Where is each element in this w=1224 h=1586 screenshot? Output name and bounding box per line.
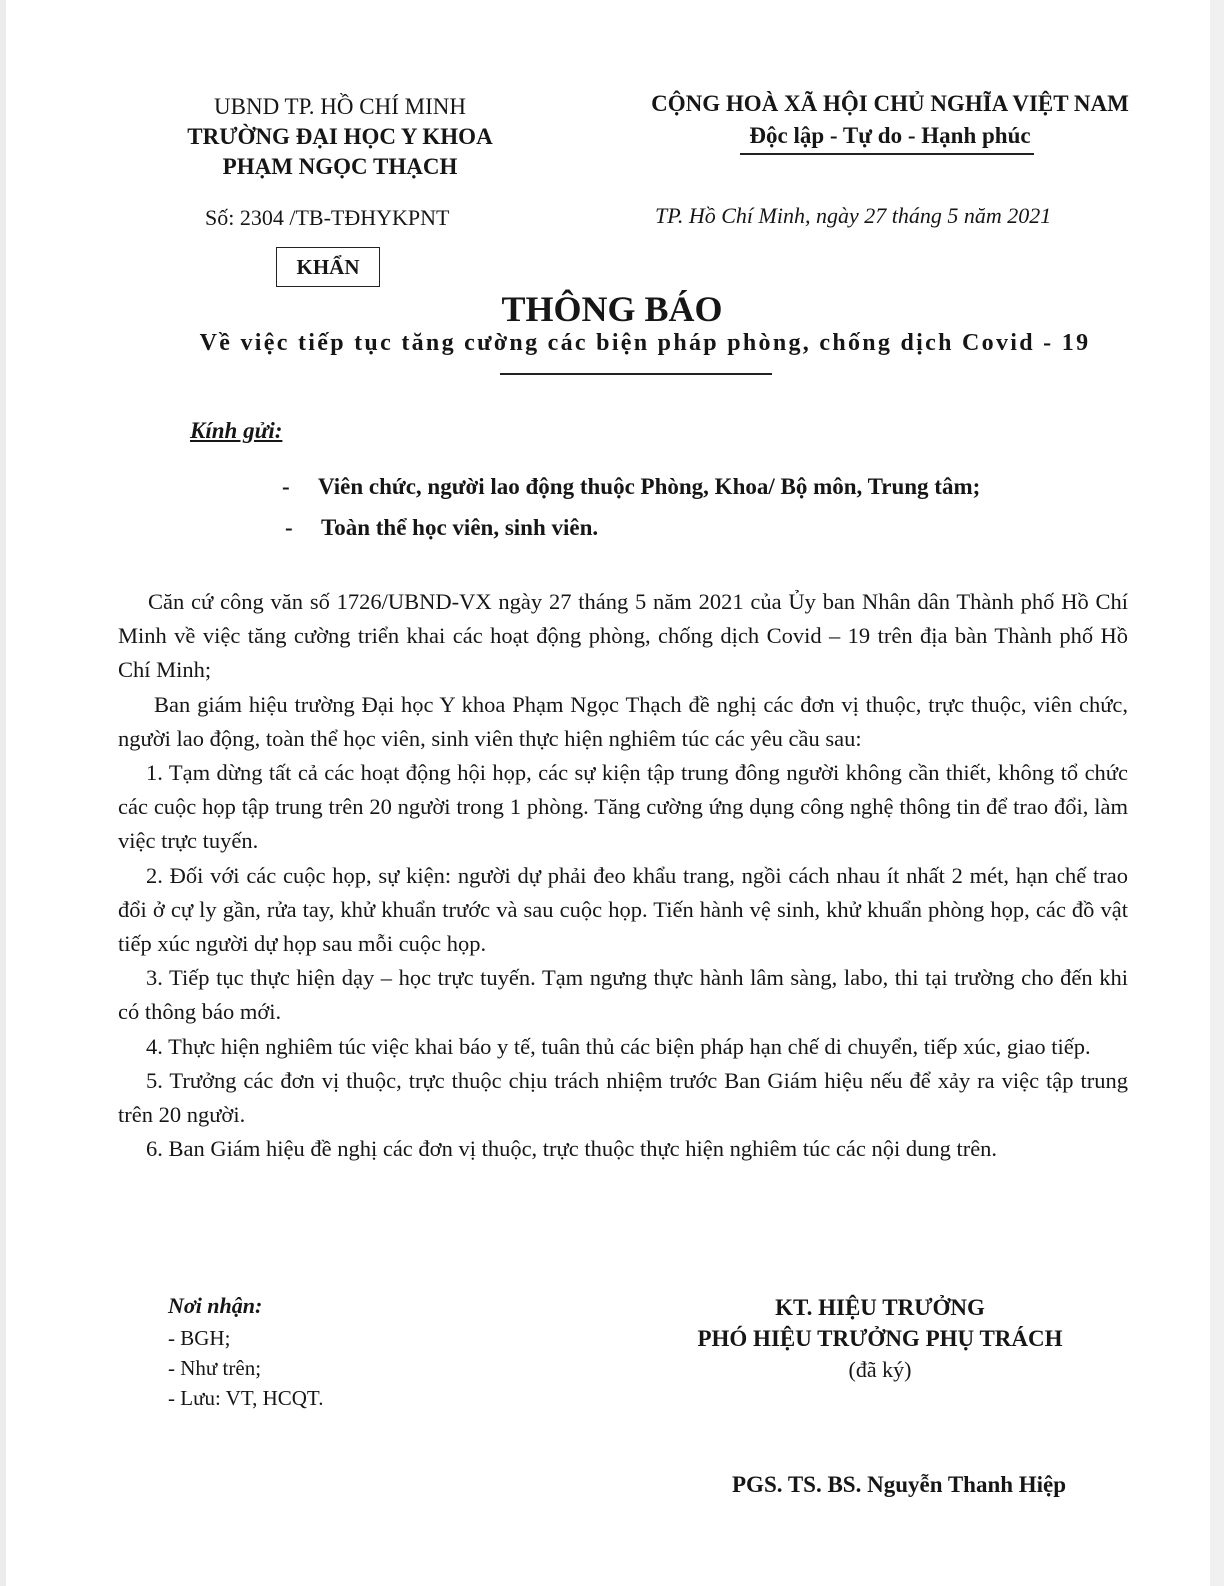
requirement-item: 1. Tạm dừng tất cả các hoạt động hội họp, các sự kiện tập trung đông người không cần thiết, không tổ chức các cuộc họp tập trung trên 20 người trong 1 phòng. Tăng cường ứng dụng công nghệ thông tin để trao đổi, làm việc trực tuyến. [118, 760, 1128, 854]
recipient-text: Viên chức, người lao động thuộc Phòng, Khoa/ Bộ môn, Trung tâm; [318, 474, 981, 499]
document-date: TP. Hồ Chí Minh, ngày 27 tháng 5 năm 2021 [655, 203, 1052, 228]
requirement-item: 3. Tiếp tục thực hiện dạy – học trực tuyến. Tạm ngưng thực hành lâm sàng, labo, thi tại trường cho đến khi có thông báo mới. [118, 965, 1128, 1025]
recipients-item: - Như trên; [168, 1356, 262, 1380]
document-title: THÔNG BÁO [501, 289, 723, 329]
sign-role-1: KT. HIỆU TRƯỞNG [775, 1295, 985, 1320]
requirement-item: 4. Thực hiện nghiêm túc việc khai báo y tế, tuân thủ các biện pháp hạn chế di chuyển, tiếp xúc, giao tiếp. [146, 1033, 1091, 1059]
document-number: Số: 2304 /TB-TĐHYKPNT [205, 205, 450, 230]
urgent-stamp: KHẨN [276, 247, 380, 287]
national-motto: Độc lập - Tự do - Hạnh phúc [749, 123, 1031, 148]
page-edge-left [0, 0, 6, 1586]
signature-block [660, 1292, 1100, 1385]
document-body [118, 585, 1128, 1166]
requirement-item: 6. Ban Giám hiệu đề nghị các đơn vị thuộc, trực thuộc thực hiện nghiêm túc các nội dung trên. [146, 1136, 998, 1162]
signer-name: PGS. TS. BS. Nguyễn Thanh Hiệp [732, 1472, 1067, 1497]
body-paragraph: Ban giám hiệu trường Đại học Y khoa Phạm Ngọc Thạch đề nghị các đơn vị thuộc, trực thuộc, viên chức, người lao động, toàn thể học viên, sinh viên thực hiện nghiêm túc các yêu cầu sau: [118, 691, 1128, 751]
issuing-organization [150, 92, 530, 182]
motto-underline [740, 153, 1034, 155]
signed-note: (đã ký) [848, 1357, 912, 1382]
recipients-title: Nơi nhận: [168, 1293, 263, 1318]
nation-name: CỘNG HOÀ XÃ HỘI CHỦ NGHĨA VIỆT NAM [651, 91, 1129, 116]
recipient-text: Toàn thể học viên, sinh viên. [321, 515, 599, 540]
recipient-item [282, 474, 980, 500]
org-line-3: PHẠM NGỌC THẠCH [222, 154, 458, 179]
body-paragraph: Căn cứ công văn số 1726/UBND-VX ngày 27 tháng 5 năm 2021 của Ủy ban Nhân dân Thành phố Hồ Chí Minh về việc tăng cường triển khai các hoạt động phòng, chống dịch Covid – 19 trên địa bàn Thành phố Hồ Chí Minh; [118, 589, 1128, 683]
bullet-dash: - [282, 474, 290, 499]
org-line-1: UBND TP. HỒ CHÍ MINH [214, 94, 466, 119]
national-header [620, 88, 1160, 152]
recipients-item: - BGH; [168, 1326, 231, 1350]
requirement-item: 2. Đối với các cuộc họp, sự kiện: người dự phải đeo khẩu trang, ngồi cách nhau ít nhất 2 mét, hạn chế trao đổi ở cự ly gần, rửa tay, khử khuẩn trước và sau cuộc họp. Tiến hành vệ sinh, khử khuẩn phòng họp, các đồ vật tiếp xúc người dự họp sau mỗi cuộc họp. [118, 862, 1128, 957]
document-subtitle: Về việc tiếp tục tăng cường các biện pháp phòng, chống dịch Covid - 19 [199, 330, 1091, 356]
org-line-2: TRƯỜNG ĐẠI HỌC Y KHOA [187, 124, 493, 149]
greeting-label: Kính gửi: [190, 418, 283, 443]
recipients-item: - Lưu: VT, HCQT. [168, 1386, 324, 1410]
requirement-item: 5. Trưởng các đơn vị thuộc, trực thuộc chịu trách nhiệm trước Ban Giám hiệu nếu để xảy ra việc tập trung trên 20 người. [118, 1067, 1128, 1128]
page-edge-right [1210, 0, 1224, 1586]
recipient-item [285, 515, 598, 541]
sign-role-2: PHÓ HIỆU TRƯỞNG PHỤ TRÁCH [697, 1326, 1063, 1351]
bullet-dash: - [285, 515, 293, 540]
title-underline [500, 373, 772, 375]
